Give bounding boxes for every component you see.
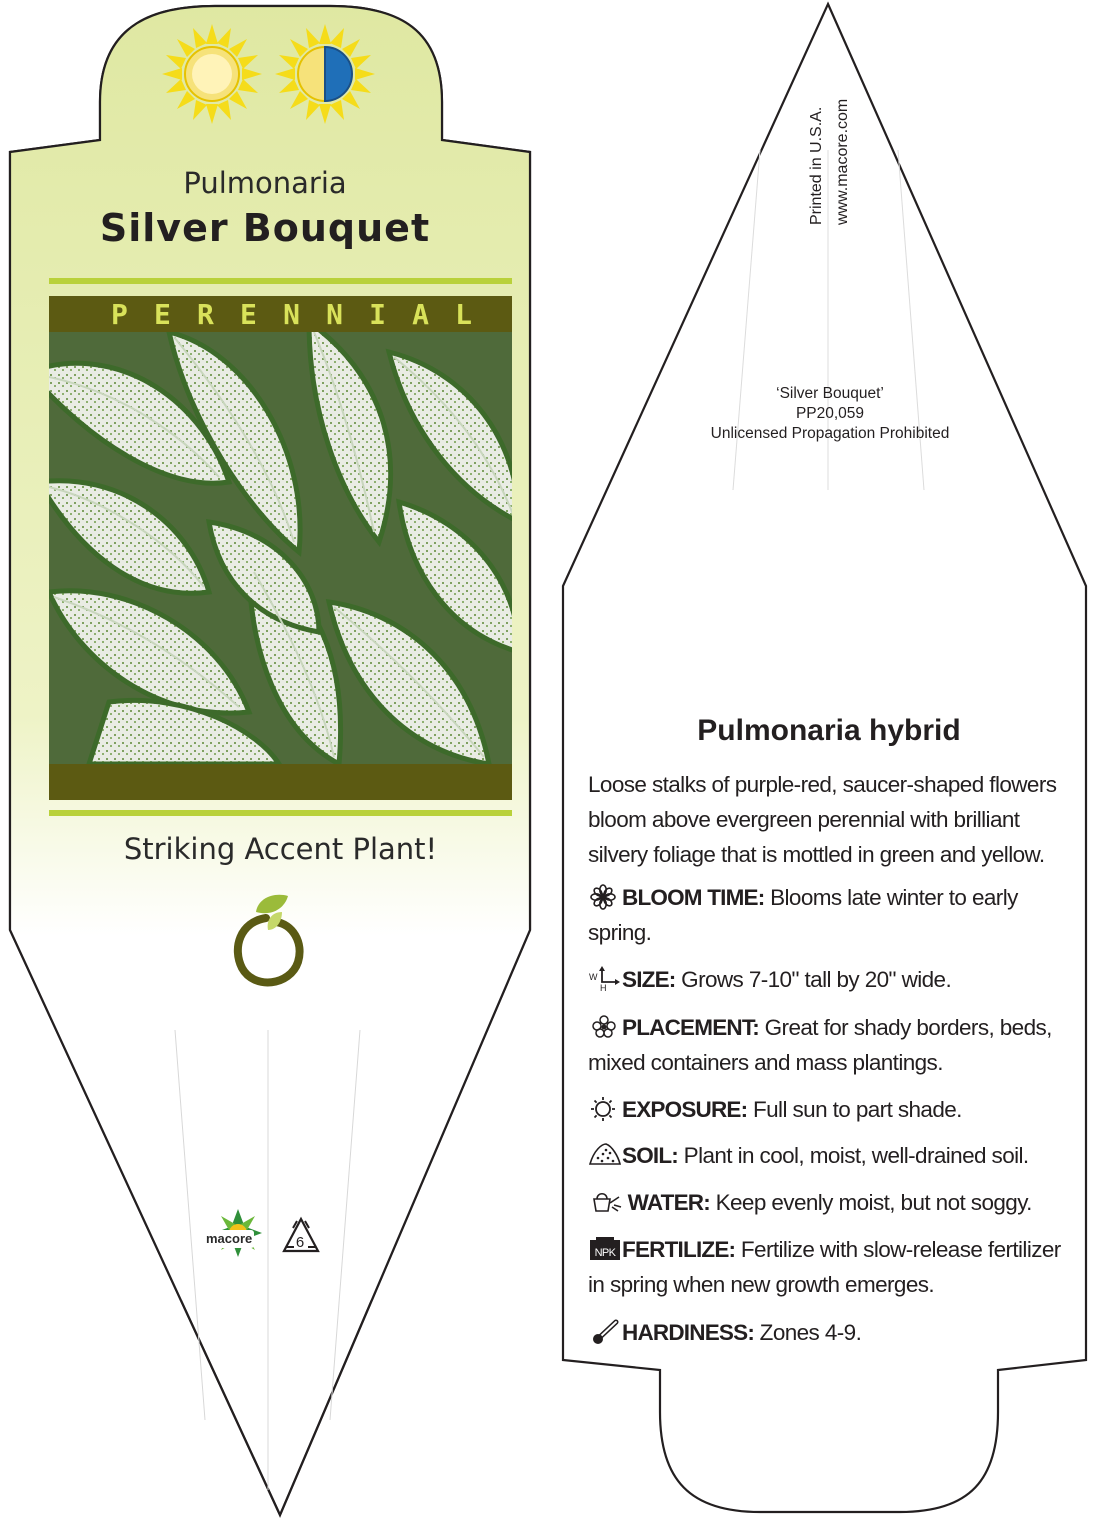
npk-text: NPK bbox=[594, 1247, 616, 1259]
tagline: Striking Accent Plant! bbox=[123, 832, 438, 866]
patent-cultivar: ‘Silver Bouquet’ bbox=[776, 385, 884, 402]
size-value: Grows 7-10" tall by 20" wide. bbox=[681, 967, 952, 992]
website: www.macore.com bbox=[834, 98, 851, 225]
category-letter: A bbox=[412, 297, 429, 331]
size-label: SIZE: bbox=[622, 967, 676, 992]
size-icon bbox=[588, 966, 622, 992]
exposure-label: EXPOSURE: bbox=[622, 1097, 748, 1122]
watering-can-icon bbox=[588, 1189, 622, 1215]
patent-block bbox=[680, 384, 980, 444]
info-water bbox=[588, 1185, 1068, 1220]
patent-number: PP20,059 bbox=[795, 405, 865, 422]
info-exposure bbox=[588, 1092, 1068, 1127]
info-size bbox=[588, 962, 1068, 997]
info-soil bbox=[588, 1138, 1068, 1173]
bloom-time-label: BLOOM TIME: bbox=[622, 885, 765, 910]
npk-icon bbox=[588, 1236, 622, 1262]
soil-label: SOIL: bbox=[622, 1143, 678, 1168]
fertilize-value: Fertilize with slow-release fertilizer in spring when new growth emerges. bbox=[588, 1237, 1061, 1297]
water-label: WATER: bbox=[627, 1190, 710, 1215]
patent-notice: Unlicensed Propagation Prohibited bbox=[710, 425, 950, 442]
brand-name: macore bbox=[206, 1231, 253, 1246]
species-title: Pulmonaria hybrid bbox=[697, 714, 961, 747]
category-letter: I bbox=[369, 297, 386, 331]
recycle-number: 6 bbox=[295, 1234, 305, 1251]
category-letter: E bbox=[154, 297, 171, 331]
plant-description: Loose stalks of purple-red, saucer-shaped flowers bloom above evergreen perennial with brilliant silvery foliage that is mottled in green and yellow. bbox=[588, 772, 1057, 867]
info-placement bbox=[588, 1010, 1068, 1080]
bloom-time-value: Blooms late winter to early spring. bbox=[588, 885, 1018, 945]
sun-outline-icon bbox=[588, 1096, 622, 1122]
category-letter: E bbox=[240, 297, 257, 331]
info-hardiness bbox=[588, 1315, 1068, 1350]
plant-cultivar: Silver Bouquet bbox=[99, 206, 431, 250]
soil-value: Plant in cool, moist, well-drained soil. bbox=[683, 1143, 1029, 1168]
soil-icon bbox=[588, 1142, 622, 1168]
thermometer-icon bbox=[588, 1319, 622, 1345]
category-letter: R bbox=[197, 297, 214, 331]
size-icon-w: W bbox=[589, 972, 597, 982]
water-value: Keep evenly moist, but not soggy. bbox=[715, 1190, 1032, 1215]
flower-icon bbox=[588, 884, 622, 910]
placement-label: PLACEMENT: bbox=[622, 1015, 759, 1040]
size-icon-h: H bbox=[600, 983, 606, 992]
hardiness-value: Zones 4-9. bbox=[759, 1320, 862, 1345]
placement-value: Great for shady borders, beds, mixed containers and mass plantings. bbox=[588, 1015, 1052, 1075]
category-letter: N bbox=[326, 297, 343, 331]
category-letter: N bbox=[283, 297, 300, 331]
exposure-value: Full sun to part shade. bbox=[753, 1097, 962, 1122]
category-letter: L bbox=[455, 297, 472, 331]
category-letter: P bbox=[111, 297, 128, 331]
plant-genus: Pulmonaria bbox=[183, 166, 347, 200]
info-bloom-time bbox=[588, 880, 1068, 950]
hardiness-label: HARDINESS: bbox=[622, 1320, 755, 1345]
info-fertilize bbox=[588, 1232, 1068, 1302]
placement-icon bbox=[588, 1014, 622, 1040]
printed-in-usa: Printed in U.S.A. bbox=[808, 106, 825, 225]
fertilize-label: FERTILIZE: bbox=[622, 1237, 736, 1262]
